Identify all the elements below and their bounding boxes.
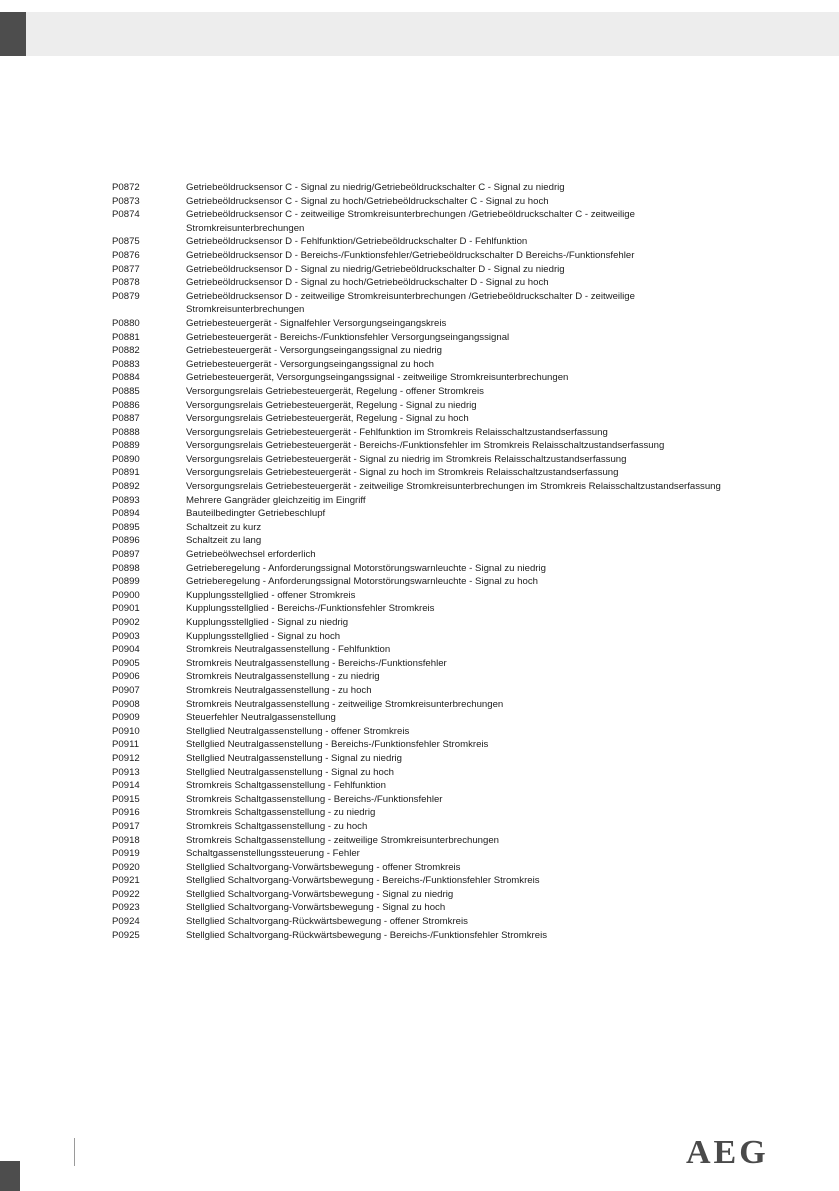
fault-code: P0904 [112,644,140,656]
code-row [112,276,732,290]
fault-code: P0923 [112,902,140,914]
fault-code: P0897 [112,549,140,561]
fault-code: P0925 [112,929,140,941]
fault-code: P0875 [112,236,140,248]
fault-description: Stellglied Schaltvorgang-Rückwärtsbewegung - offener Stromkreis [186,916,468,928]
fault-description: Stromkreis Schaltgassenstellung - Fehlfunktion [186,780,386,792]
fault-code-list [112,181,732,942]
header-band [0,12,839,56]
fault-code: P0908 [112,698,140,710]
fault-code: P0888 [112,426,140,438]
fault-description: Getriebeöldrucksensor D - Bereichs-/Funktionsfehler/Getriebeöldruckschalter D Bereichs-/Funktionsfehler [186,249,635,261]
fault-code: P0872 [112,182,140,193]
fault-description: Getriebeölwechsel erforderlich [186,549,316,561]
fault-description: Getrieberegelung - Anforderungssignal Motorstörungswarnleuchte - Signal zu hoch [186,576,538,588]
code-row [112,847,732,861]
fault-code: P0896 [112,535,140,547]
fault-code: P0885 [112,385,140,397]
fault-description: Stellglied Schaltvorgang-Rückwärtsbewegung - Bereichs-/Funktionsfehler Stromkreis [186,929,547,941]
fault-code: P0920 [112,861,140,873]
fault-description: Getriebesteuergerät - Bereichs-/Funktionsfehler Versorgungseingangssignal [186,331,510,343]
fault-code: P0892 [112,481,140,493]
fault-code: P0894 [112,508,140,520]
fault-description: Stellglied Neutralgassenstellung - Signal zu hoch [186,766,394,778]
fault-code: P0921 [112,875,140,887]
fault-description: Stellglied Neutralgassenstellung - Signal zu niedrig [186,752,402,764]
fault-description: Stellglied Schaltvorgang-Vorwärtsbewegung - Bereichs-/Funktionsfehler Stromkreis [186,875,540,887]
fault-description: Stellglied Schaltvorgang-Vorwärtsbewegung - Signal zu niedrig [186,888,454,900]
code-row [112,779,732,793]
code-row [112,738,732,752]
fault-code: P0907 [112,684,140,696]
fault-code: P0890 [112,453,140,465]
fault-description: Stellglied Neutralgassenstellung - offener Stromkreis [186,725,410,737]
fault-code: P0900 [112,589,140,601]
code-row [112,358,732,372]
code-row [112,480,732,494]
fault-code: P0899 [112,576,140,588]
code-row [112,521,732,535]
fault-description: Stromkreis Schaltgassenstellung - Bereichs-/Funktionsfehler [186,793,443,805]
fault-description: Stellglied Neutralgassenstellung - Bereichs-/Funktionsfehler Stromkreis [186,739,489,751]
fault-code: P0884 [112,372,140,384]
fault-description: Getriebesteuergerät - Versorgungseingangssignal zu hoch [186,358,434,370]
fault-description: Versorgungsrelais Getriebesteuergerät, Regelung - offener Stromkreis [186,385,484,397]
fault-description: Kupplungsstellglied - Signal zu hoch [186,630,341,642]
code-row [112,698,732,712]
fault-description: Getriebeöldrucksensor C - Signal zu hoch/Getriebeöldruckschalter C - Signal zu hoch [186,195,549,207]
fault-description: Mehrere Gangräder gleichzeitig im Eingriff [186,494,366,506]
code-row [112,874,732,888]
code-row [112,915,732,929]
code-row [112,466,732,480]
fault-code: P0881 [112,331,140,343]
fault-description: Versorgungsrelais Getriebesteuergerät - Signal zu niedrig im Stromkreis Relaisschaltzustandserfassung [186,453,627,465]
fault-description: Getriebeöldrucksensor D - Signal zu niedrig/Getriebeöldruckschalter D - Signal zu niedrig [186,263,565,275]
code-row [112,371,732,385]
fault-code: P0873 [112,195,140,207]
fault-code: P0916 [112,807,140,819]
fault-description: Getrieberegelung - Anforderungssignal Motorstörungswarnleuchte - Signal zu niedrig [186,562,546,574]
code-row [112,385,732,399]
fault-code: P0876 [112,249,140,261]
fault-description: Steuerfehler Neutralgassenstellung [186,712,336,724]
fault-description: Stromkreis Neutralgassenstellung - Fehlfunktion [186,644,391,656]
code-row [112,412,732,426]
code-row [112,507,732,521]
code-row [112,725,732,739]
fault-code: P0893 [112,494,140,506]
code-row [112,562,732,576]
fault-description: Stromkreis Neutralgassenstellung - zu niedrig [186,671,380,683]
fault-description: Versorgungsrelais Getriebesteuergerät - zeitweilige Stromkreisunterbrechungen im Stromkreis Relaisschaltzustandserfassung [186,481,721,493]
code-row [112,399,732,413]
fault-description: Schaltzeit zu kurz [186,521,262,533]
fault-code: P0905 [112,657,140,669]
fault-description: Getriebesteuergerät - Versorgungseingangssignal zu niedrig [186,345,442,357]
code-row [112,439,732,453]
code-row [112,589,732,603]
fault-code: P0887 [112,413,140,425]
code-row [112,344,732,358]
fault-description: Schaltzeit zu lang [186,535,262,547]
fault-description: Stromkreis Neutralgassenstellung - Bereichs-/Funktionsfehler [186,657,447,669]
fault-code: P0913 [112,766,140,778]
fault-description: Stromkreis Schaltgassenstellung - zu niedrig [186,807,376,819]
code-row [112,670,732,684]
footer-tab-marker [0,1161,20,1191]
code-row [112,711,732,725]
fault-description: Versorgungsrelais Getriebesteuergerät, Regelung - Signal zu niedrig [186,399,477,411]
code-row [112,575,732,589]
fault-description: Stellglied Schaltvorgang-Vorwärtsbewegung - Signal zu hoch [186,902,446,914]
fault-description: Schaltgassenstellungssteuerung - Fehler [186,848,360,860]
fault-code: P0909 [112,712,140,724]
code-row [112,806,732,820]
code-row [112,766,732,780]
fault-description: Versorgungsrelais Getriebesteuergerät - Signal zu hoch im Stromkreis Relaisschaltzustandserfassung [186,467,619,479]
fault-description: Getriebeöldrucksensor D - Signal zu hoch/Getriebeöldruckschalter D - Signal zu hoch [186,277,549,289]
fault-code: P0901 [112,603,140,615]
code-row [112,208,732,235]
fault-code: P0912 [112,752,140,764]
code-row [112,263,732,277]
fault-code: P0917 [112,820,140,832]
fault-description: Stromkreis Schaltgassenstellung - zu hoch [186,820,368,832]
code-row [112,290,732,317]
fault-description: Kupplungsstellglied - Signal zu niedrig [186,617,349,628]
code-row [112,534,732,548]
code-row [112,643,732,657]
fault-code: P0911 [112,739,140,751]
code-row [112,888,732,902]
fault-description: Versorgungsrelais Getriebesteuergerät, Regelung - Signal zu hoch [186,413,469,425]
code-row [112,235,732,249]
fault-code: P0889 [112,440,140,452]
code-row [112,181,732,195]
code-row [112,317,732,331]
fault-description: Getriebeöldrucksensor C - zeitweilige Stromkreisunterbrechungen /Getriebeöldruckschalter C - zeitweilige Stromkreisunterbrechungen [186,209,635,234]
code-row [112,426,732,440]
code-row [112,249,732,263]
fault-description: Getriebeöldrucksensor D - Fehlfunktion/Getriebeöldruckschalter D - Fehlfunktion [186,236,528,248]
fault-description: Bauteilbedingter Getriebeschlupf [186,508,326,520]
fault-description: Kupplungsstellglied - Bereichs-/Funktionsfehler Stromkreis [186,603,435,615]
fault-description: Stromkreis Neutralgassenstellung - zeitweilige Stromkreisunterbrechungen [186,698,504,710]
code-row [112,195,732,209]
fault-description: Kupplungsstellglied - offener Stromkreis [186,589,356,601]
code-row [112,684,732,698]
fault-code: P0922 [112,888,140,900]
fault-code: P0903 [112,630,140,642]
fault-code: P0906 [112,671,140,683]
code-row [112,494,732,508]
fault-code: P0898 [112,562,140,574]
code-row [112,616,732,630]
fault-description: Versorgungsrelais Getriebesteuergerät - Fehlfunktion im Stromkreis Relaisschaltzustandserfassung [186,426,608,438]
code-row [112,861,732,875]
fault-code: P0891 [112,467,140,479]
code-row [112,657,732,671]
fault-description: Stromkreis Neutralgassenstellung - zu hoch [186,684,372,696]
fault-code: P0915 [112,793,140,805]
code-row [112,820,732,834]
code-row [112,331,732,345]
fault-description: Getriebesteuergerät, Versorgungseingangssignal - zeitweilige Stromkreisunterbrechungen [186,372,569,384]
fault-code: P0880 [112,317,140,329]
fault-code: P0879 [112,290,140,302]
code-row [112,752,732,766]
fault-code: P0874 [112,209,140,221]
footer-divider [74,1138,75,1166]
code-row [112,834,732,848]
code-row [112,548,732,562]
fault-code: P0910 [112,725,140,737]
code-row [112,602,732,616]
fault-code: P0918 [112,834,140,846]
fault-description: Getriebeöldrucksensor C - Signal zu niedrig/Getriebeöldruckschalter C - Signal zu niedrig [186,182,565,193]
fault-code: P0886 [112,399,140,411]
code-row [112,630,732,644]
fault-code: P0882 [112,345,140,357]
fault-code: P0878 [112,277,140,289]
header-tab-marker [0,12,26,56]
fault-code: P0919 [112,848,140,860]
fault-code: P0902 [112,617,140,628]
code-row [112,901,732,915]
fault-code: P0895 [112,521,140,533]
fault-description: Versorgungsrelais Getriebesteuergerät - Bereichs-/Funktionsfehler im Stromkreis Relaisschaltzustandserfassung [186,440,665,452]
fault-description: Getriebeöldrucksensor D - zeitweilige Stromkreisunterbrechungen /Getriebeöldruckschalter D - zeitweilige Stromkreisunterbrechungen [186,290,635,316]
aeg-logo: AEG [686,1134,769,1171]
fault-code: P0877 [112,263,140,275]
code-row [112,929,732,943]
fault-description: Stromkreis Schaltgassenstellung - zeitweilige Stromkreisunterbrechungen [186,834,500,846]
fault-code: P0914 [112,780,140,792]
code-row [112,793,732,807]
fault-description: Getriebesteuergerät - Signalfehler Versorgungseingangskreis [186,317,447,329]
fault-code: P0924 [112,916,140,928]
fault-code: P0883 [112,358,140,370]
fault-description: Stellglied Schaltvorgang-Vorwärtsbewegung - offener Stromkreis [186,861,461,873]
code-row [112,453,732,467]
